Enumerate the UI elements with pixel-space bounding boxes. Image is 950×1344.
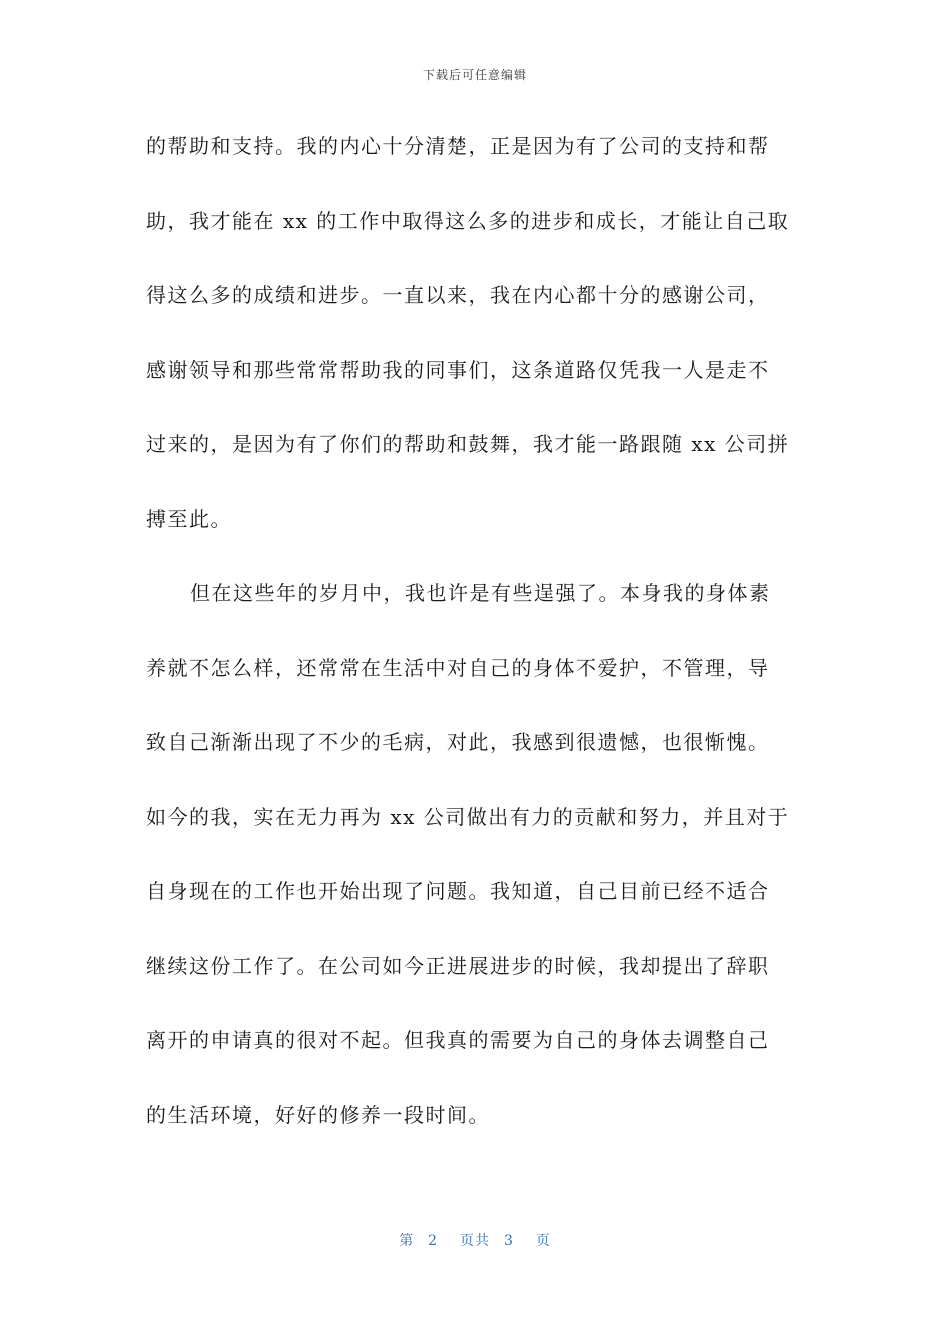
text-line: 助，我才能在 xx 的工作中取得这么多的进步和成长，才能让自己取 <box>146 208 790 233</box>
footer-prefix: 第 <box>399 1233 415 1249</box>
text-line: 的生活环境，好好的修养一段时间。 <box>146 1102 490 1127</box>
current-page-number: 2 <box>428 1233 438 1249</box>
text-line: 继续这份工作了。在公司如今正进展进步的时候，我却提出了辞职 <box>146 953 770 978</box>
total-pages-number: 3 <box>504 1233 514 1249</box>
footer-suffix: 页 <box>535 1233 551 1249</box>
text-line: 过来的，是因为有了你们的帮助和鼓舞，我才能一路跟随 xx 公司拼 <box>146 432 790 456</box>
page-header: 下载后可任意编辑 <box>422 68 527 82</box>
text-line: 搏至此。 <box>146 506 232 531</box>
page-footer <box>0 1230 950 1250</box>
text-line: 离开的申请真的很对不起。但我真的需要为自己的身体去调整自己 <box>146 1028 770 1052</box>
text-line: 得这么多的成绩和进步。一直以来，我在内心都十分的感谢公司， <box>146 283 770 307</box>
text-line: 的帮助和支持。我的内心十分清楚，正是因为有了公司的支持和帮 <box>146 134 770 158</box>
text-line: 如今的我，实在无力再为 xx 公司做出有力的贡献和努力，并且对于 <box>146 804 790 829</box>
text-line: 致自己渐渐出现了不少的毛病，对此，我感到很遗憾，也很惭愧。 <box>146 730 770 754</box>
text-line: 自身现在的工作也开始出现了问题。我知道，自己目前已经不适合 <box>146 879 770 903</box>
paragraph-first-line: 但在这些年的岁月中，我也许是有些逞强了。本身我的身体素 <box>190 581 771 605</box>
footer-middle: 页共 <box>460 1233 490 1249</box>
document-body <box>146 128 808 1171</box>
text-line: 感谢领导和那些常常帮助我的同事们，这条道路仅凭我一人是走不 <box>146 357 770 382</box>
text-line: 养就不怎么样，还常常在生活中对自己的身体不爱护，不管理，导 <box>146 655 770 680</box>
